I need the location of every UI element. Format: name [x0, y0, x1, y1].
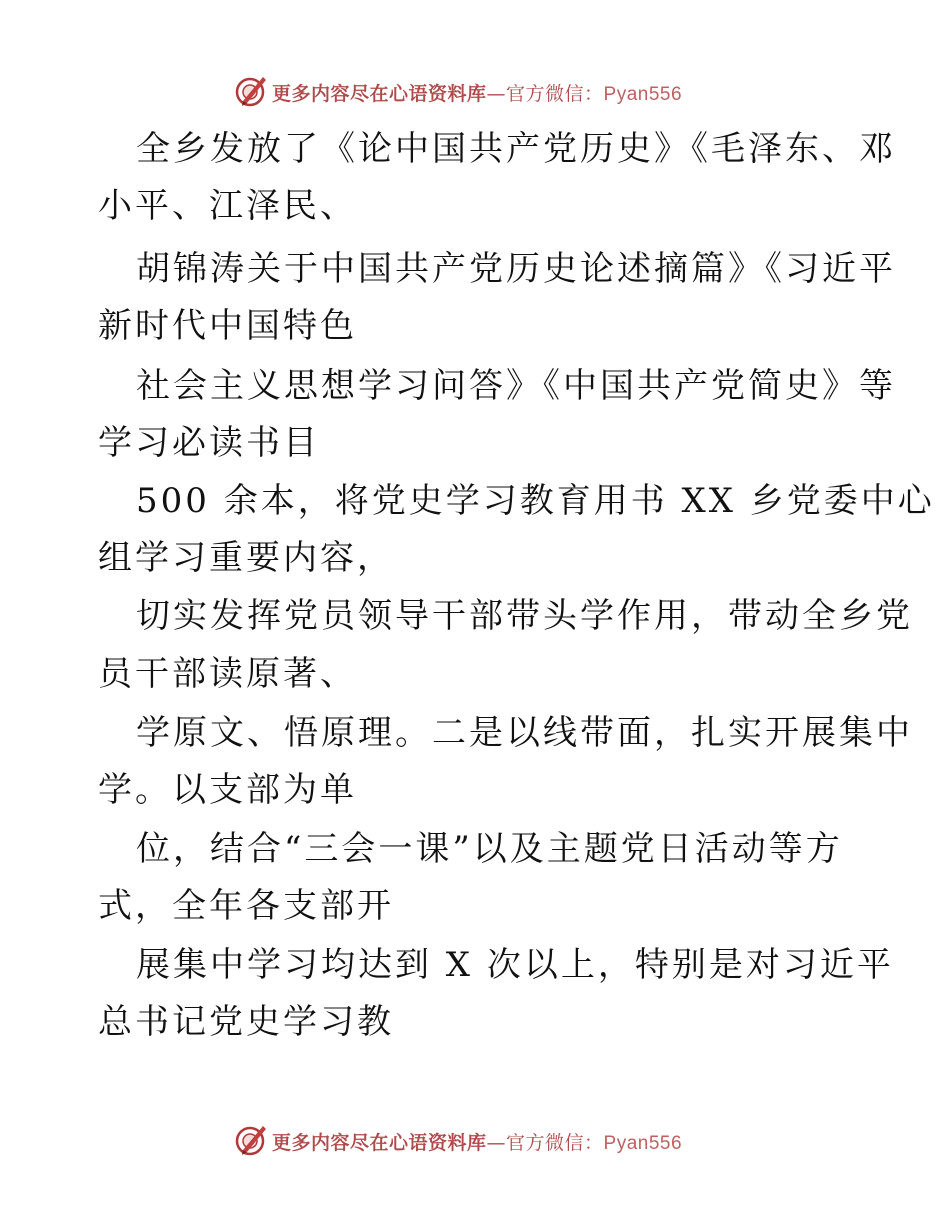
paragraph-line-continuation: 学习必读书目	[98, 423, 320, 463]
watermark-text	[272, 79, 682, 106]
paragraph-line-continuation: 新时代中国特色	[98, 306, 357, 346]
paragraph-line-first: 500 余本，将党史学习教育用书 XX 乡党委中心	[136, 481, 935, 521]
paragraph-line-first: 位，结合“三会一课”以及主题党日活动等方	[136, 829, 843, 869]
watermark-wechat-label: 官方微信：	[506, 1132, 604, 1154]
watermark-dash: —	[486, 83, 507, 105]
watermark-wechat-label: 官方微信：	[506, 83, 604, 105]
watermark-dash: —	[486, 1132, 507, 1154]
paragraph-line-continuation: 员干部读原著、	[98, 654, 357, 694]
watermark-wechat-id: Pyan556	[603, 84, 683, 105]
feather-pen-logo-icon	[233, 1122, 269, 1158]
paragraph-line-continuation: 总书记党史学习教	[98, 1002, 394, 1042]
header-watermark	[0, 71, 950, 111]
feather-pen-logo-icon	[233, 73, 269, 109]
paragraph-line-continuation: 组学习重要内容，	[98, 538, 394, 578]
paragraph-line-first: 展集中学习均达到 X 次以上，特别是对习近平	[136, 945, 894, 985]
paragraph-line-continuation: 小平、江泽民、	[98, 186, 357, 226]
watermark-wechat-id: Pyan556	[603, 1133, 683, 1154]
footer-watermark	[0, 1120, 950, 1160]
paragraph-line-first: 学原文、悟原理。二是以线带面，扎实开展集中	[136, 713, 913, 753]
paragraph-line-continuation: 学。以支部为单	[98, 770, 357, 810]
paragraph-line-continuation: 式，全年各支部开	[98, 886, 394, 926]
watermark-prefix: 更多内容尽在心语资料库	[272, 1132, 487, 1154]
paragraph-line-first: 切实发挥党员领导干部带头学作用，带动全乡党	[136, 596, 913, 636]
paragraph-line-first: 社会主义思想学习问答》《中国共产党简史》等	[136, 366, 896, 406]
paragraph-line-first: 全乡发放了《论中国共产党历史》《毛泽东、邓	[136, 129, 896, 169]
watermark-text	[272, 1128, 682, 1155]
paragraph-line-first: 胡锦涛关于中国共产党历史论述摘篇》《习近平	[136, 249, 896, 289]
watermark-prefix: 更多内容尽在心语资料库	[272, 83, 487, 105]
